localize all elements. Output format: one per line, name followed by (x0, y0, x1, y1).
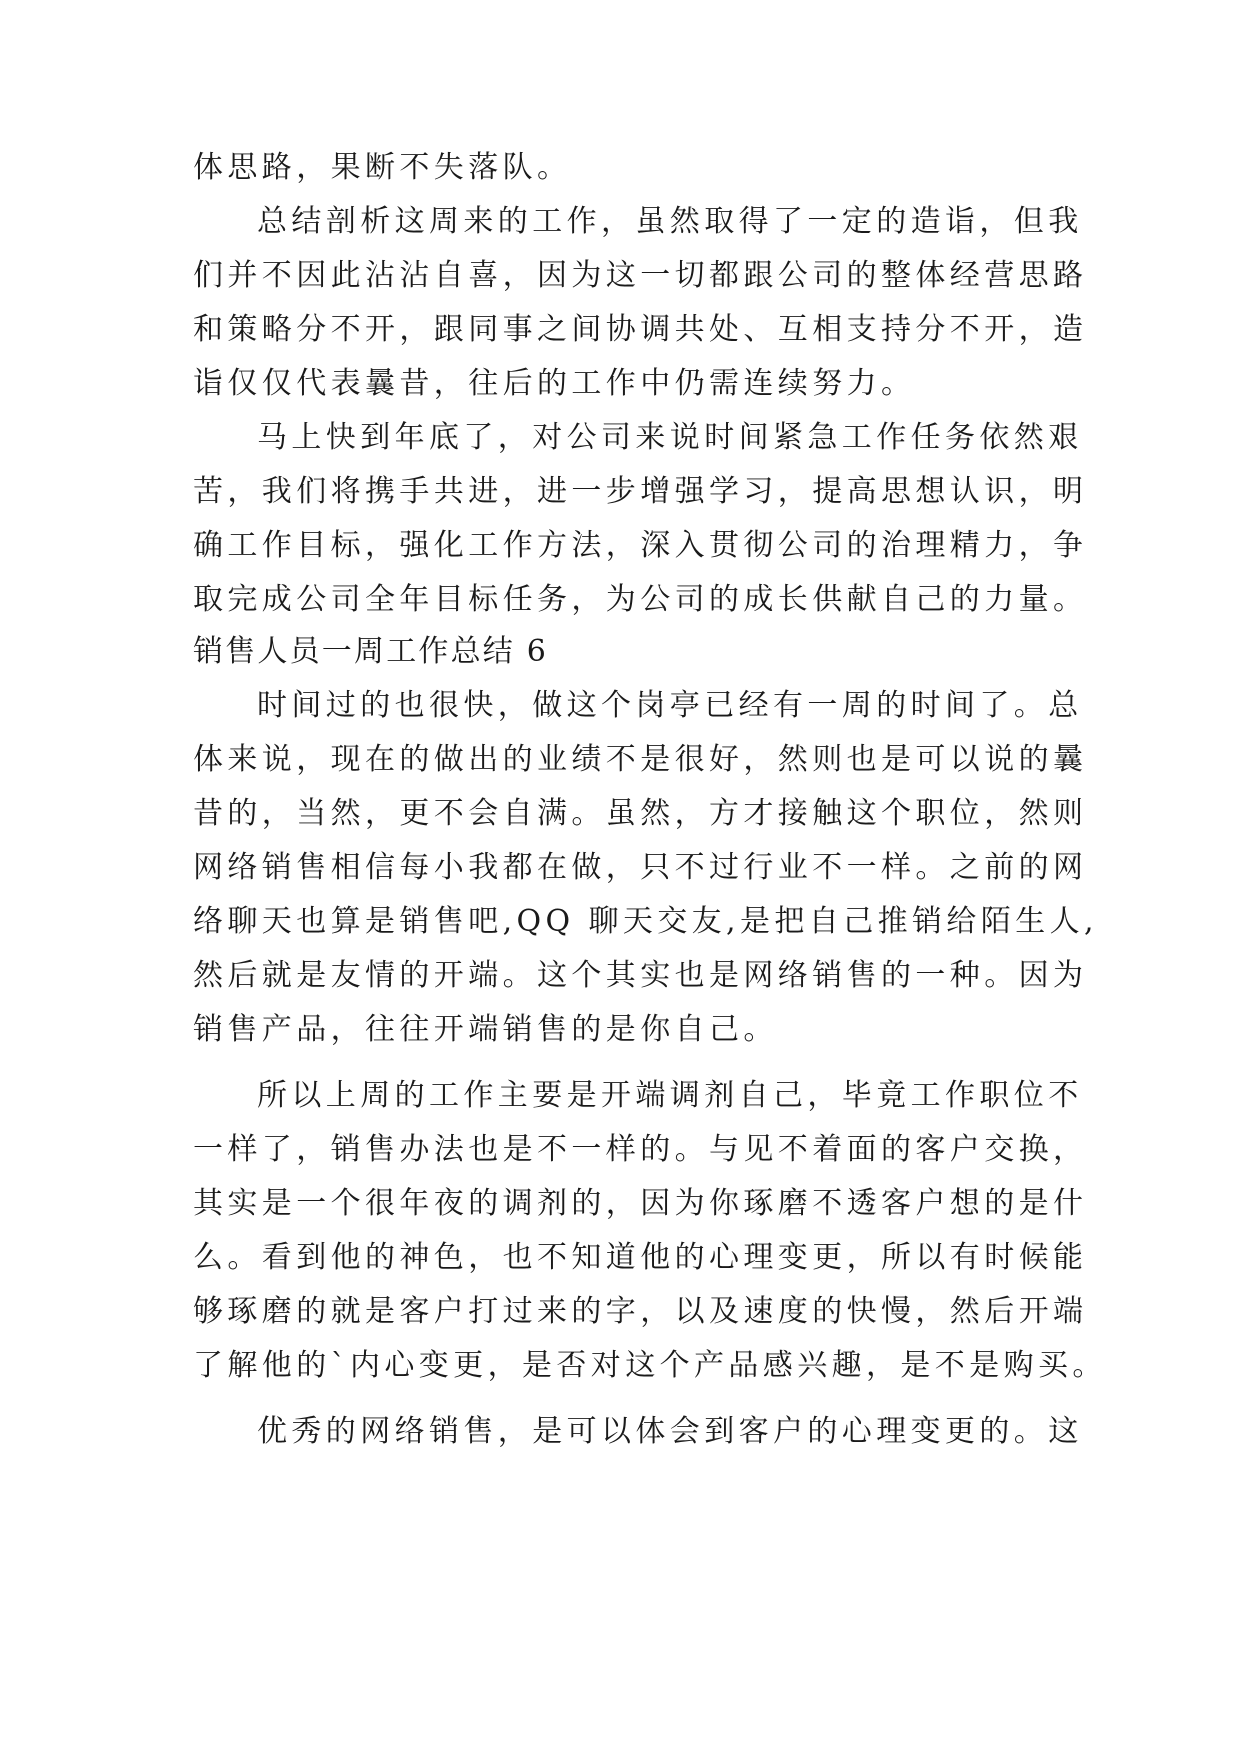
text-line: 昔的，当然，更不会自满。虽然，方才接触这个职位，然则 (193, 796, 1088, 831)
paragraph-first-line: 时间过的也很快，做这个岗亭已经有一周的时间了。总 (257, 688, 1083, 723)
text-line: 络聊天也算是销售吧,QQ 聊天交友,是把自己推销给陌生人, (193, 904, 1098, 939)
text-line: 们并不因此沾沾自喜，因为这一切都跟公司的整体经营思路 (193, 258, 1088, 293)
paragraph-first-line: 所以上周的工作主要是开端调剂自己，毕竟工作职位不 (257, 1078, 1083, 1113)
text-line: 了解他的`内心变更，是否对这个产品感兴趣，是不是购买。 (193, 1348, 1107, 1383)
text-line: 么。看到他的神色，也不知道他的心理变更，所以有时候能 (193, 1240, 1088, 1275)
text-line: 体思路，果断不失落队。 (193, 150, 572, 185)
text-line: 然后就是友情的开端。这个其实也是网络销售的一种。因为 (193, 958, 1088, 993)
text-line: 苦，我们将携手共进，进一步增强学习，提高思想认识，明 (193, 474, 1088, 509)
text-line: 和策略分不开，跟同事之间协调共处、互相支持分不开，造 (193, 312, 1088, 347)
text-line: 诣仅仅代表曩昔，往后的工作中仍需连续努力。 (193, 366, 916, 401)
text-line: 体来说，现在的做出的业绩不是很好，然则也是可以说的曩 (193, 742, 1088, 777)
text-line: 网络销售相信每小我都在做，只不过行业不一样。之前的网 (193, 850, 1088, 885)
paragraph-first-line: 总结剖析这周来的工作，虽然取得了一定的造诣，但我 (257, 204, 1083, 239)
text-line: 销售产品，往往开端销售的是你自己。 (193, 1012, 778, 1047)
paragraph-first-line: 马上快到年底了，对公司来说时间紧急工作任务依然艰 (257, 420, 1083, 455)
text-line: 确工作目标，强化工作方法，深入贯彻公司的治理精力，争 (193, 528, 1088, 563)
text-line: 够琢磨的就是客户打过来的字，以及速度的快慢，然后开端 (193, 1294, 1088, 1329)
text-line: 取完成公司全年目标任务，为公司的成长供献自己的力量。 (193, 582, 1088, 617)
section-heading: 销售人员一周工作总结 6 (193, 634, 549, 669)
paragraph-first-line: 优秀的网络销售，是可以体会到客户的心理变更的。这 (257, 1414, 1083, 1449)
text-line: 一样了，销售办法也是不一样的。与见不着面的客户交换， (193, 1132, 1088, 1167)
text-line: 其实是一个很年夜的调剂的，因为你琢磨不透客户想的是什 (193, 1186, 1088, 1221)
